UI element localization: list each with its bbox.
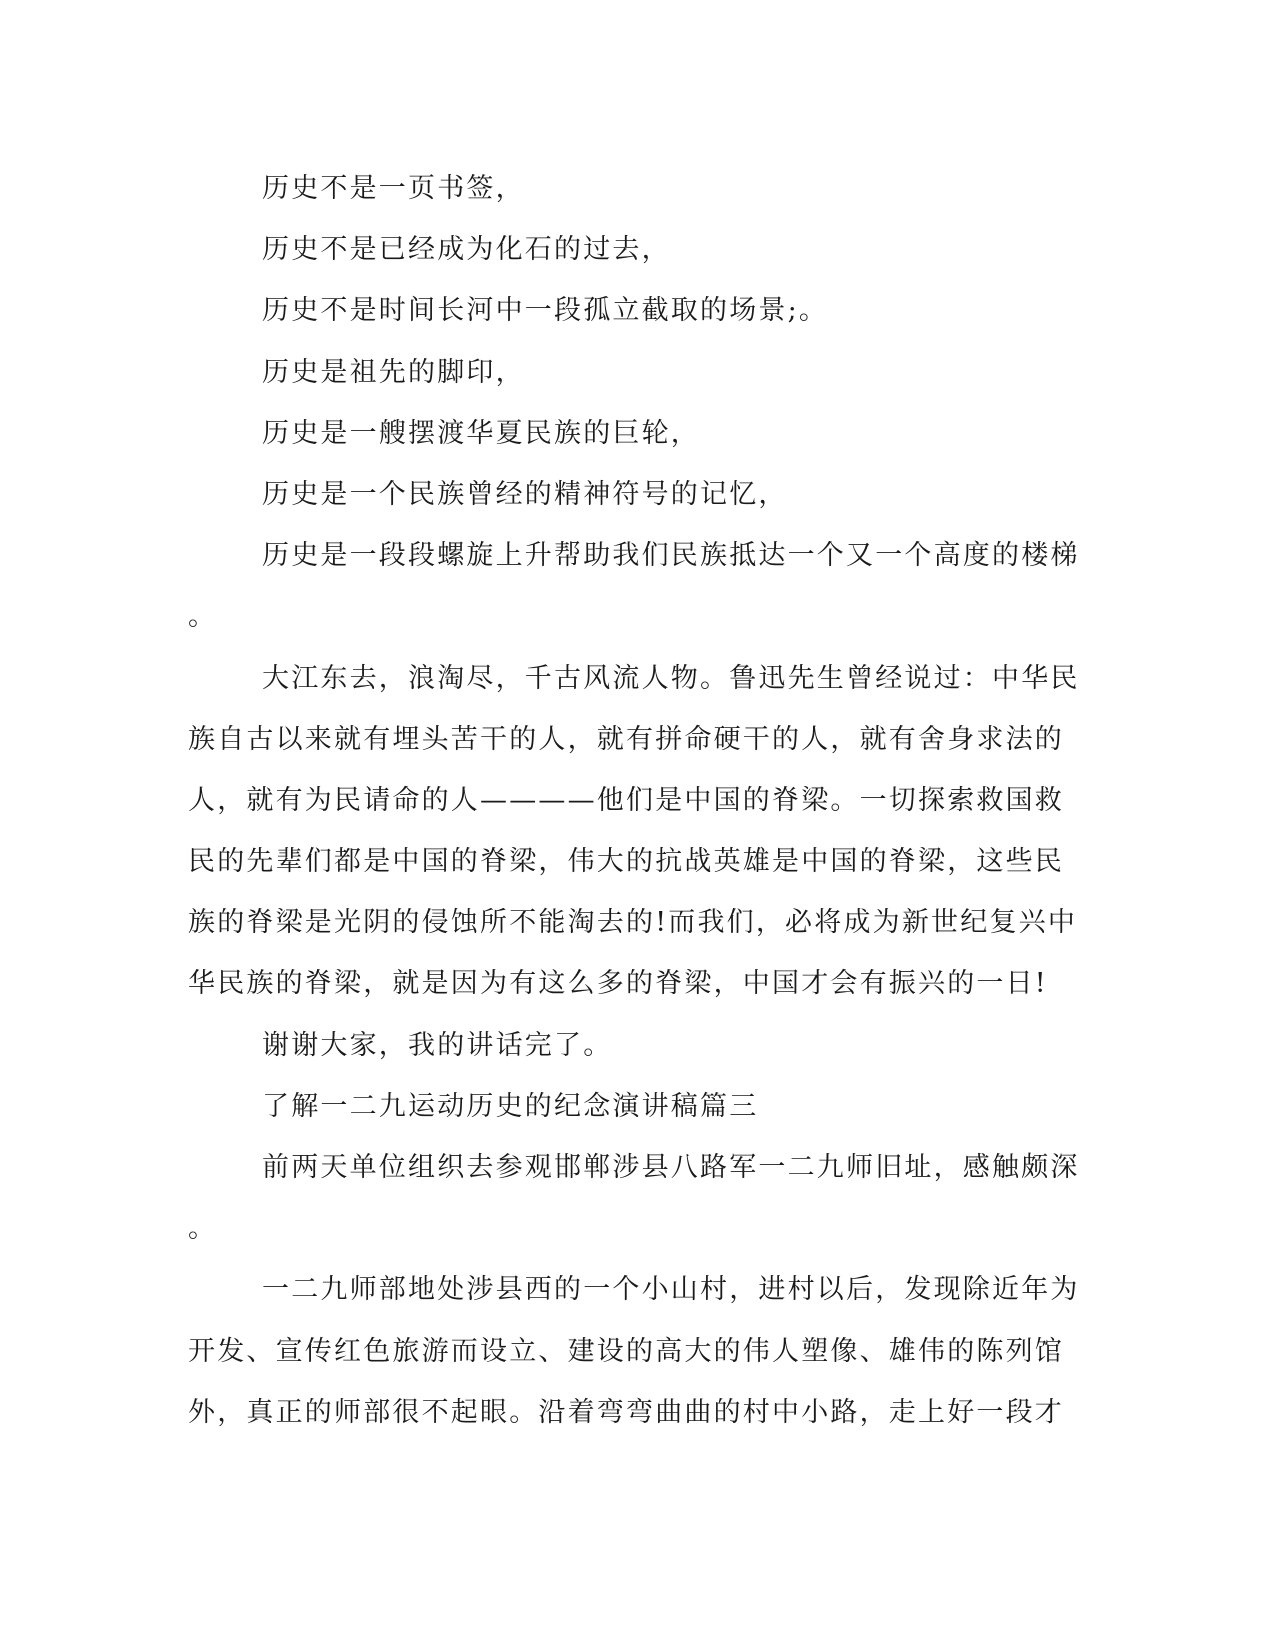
text-line: 历史不是已经成为化石的过去， xyxy=(262,234,671,266)
text-line: 外，真正的师部很不起眼。沿着弯弯曲曲的村中小路，走上好一段才 xyxy=(188,1396,1064,1428)
text-line: 历史不是时间长河中一段孤立截取的场景;。 xyxy=(262,295,829,327)
text-line: 族自古以来就有埋头苦干的人，就有拼命硬干的人，就有舍身求法的 xyxy=(188,723,1064,755)
section-heading: 了解一二九运动历史的纪念演讲稿篇三 xyxy=(262,1090,759,1122)
text-line: 一二九师部地处涉县西的一个小山村，进村以后，发现除近年为 xyxy=(262,1274,1080,1306)
text-line: 谢谢大家，我的讲话完了。 xyxy=(262,1029,613,1061)
text-line: 历史不是一页书签， xyxy=(262,173,525,204)
text-line: 华民族的脊梁，就是因为有这么多的脊梁，中国才会有振兴的一日! xyxy=(188,968,1048,1000)
text-line: 族的脊梁是光阴的侵蚀所不能淘去的!而我们，必将成为新世纪复兴中 xyxy=(188,907,1078,939)
text-line: 历史是一艘摆渡华夏民族的巨轮， xyxy=(262,417,700,449)
text-line: 前两天单位组织去参观邯郸涉县八路军一二九师旧址，感触颇深 xyxy=(262,1152,1080,1183)
text-line: 大江东去，浪淘尽，千古风流人物。鲁迅先生曾经说过：中华民 xyxy=(262,662,1080,694)
text-line: 开发、宣传红色旅游而设立、建设的高大的伟人塑像、雄伟的陈列馆 xyxy=(188,1335,1064,1367)
text-line: 民的先辈们都是中国的脊梁，伟大的抗战英雄是中国的脊梁，这些民 xyxy=(188,846,1064,878)
text-line: 历史是一段段螺旋上升帮助我们民族抵达一个又一个高度的楼梯 xyxy=(262,540,1080,572)
text-line: 人，就有为民请命的人————他们是中国的脊梁。一切探索救国救 xyxy=(188,784,1064,816)
document-body xyxy=(188,158,1078,1443)
text-line: 历史是祖先的脚印， xyxy=(262,356,525,388)
text-line: 。 xyxy=(188,601,218,633)
text-line: 。 xyxy=(188,1213,218,1245)
text-line: 历史是一个民族曾经的精神符号的记忆， xyxy=(262,478,788,510)
